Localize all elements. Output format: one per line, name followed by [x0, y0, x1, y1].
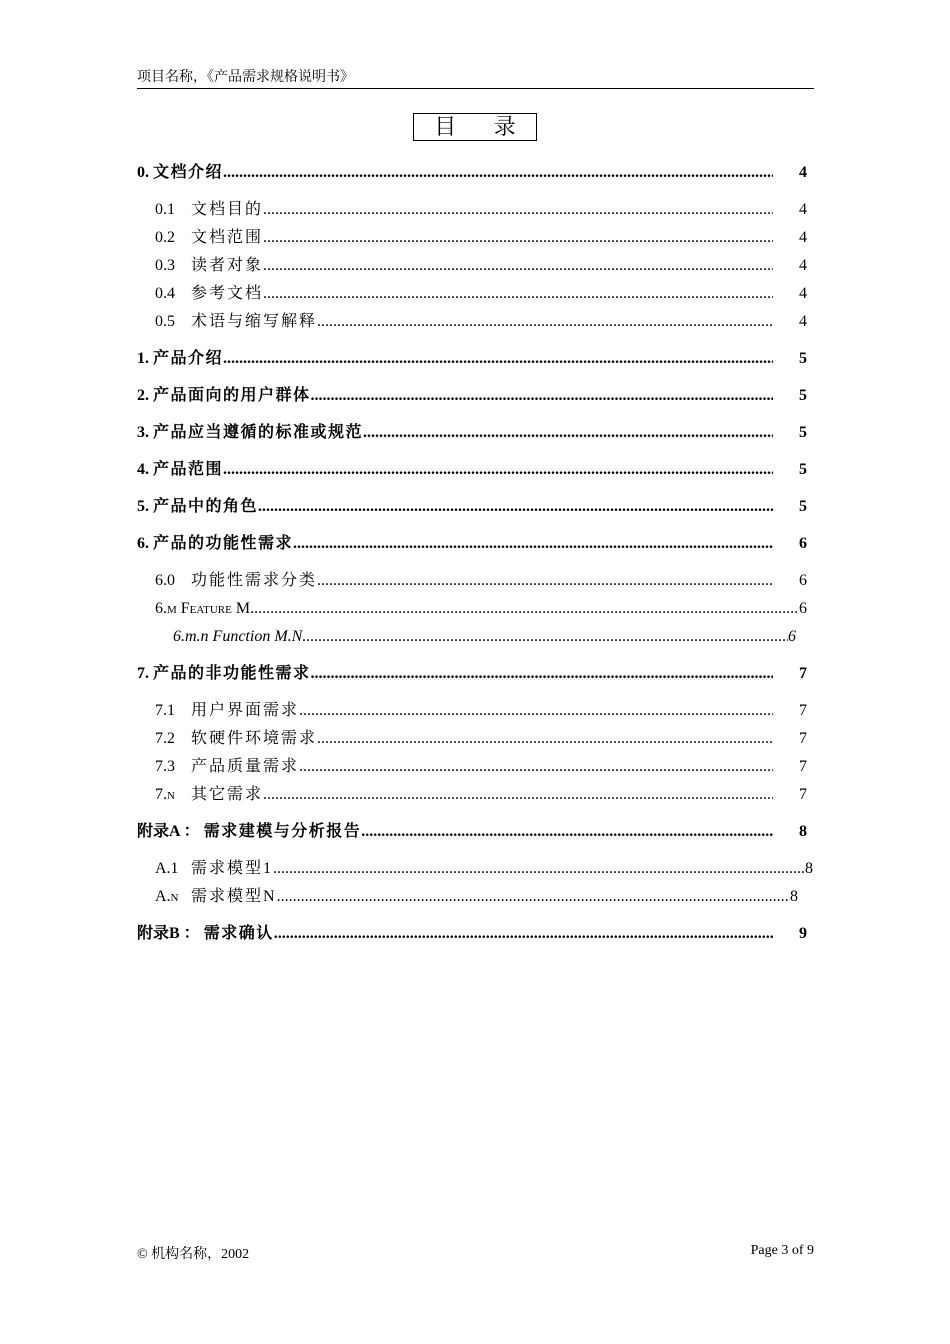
toc-leader [263, 781, 773, 809]
toc-page: 7 [799, 758, 807, 775]
toc-number: 7.n [155, 786, 175, 803]
toc-number: 6.m.n Function M.N. [173, 628, 307, 645]
toc-page: 7 [799, 702, 807, 719]
toc-entry[interactable] [137, 345, 807, 373]
toc-entry[interactable] [137, 419, 807, 447]
toc-label: 文档范围 [191, 229, 264, 246]
toc-label: 用户界面需求 [191, 702, 300, 719]
toc-leader [223, 159, 773, 187]
toc-leader [299, 697, 773, 725]
toc-entry[interactable] [137, 623, 796, 651]
toc-title-wrap [0, 113, 950, 141]
toc-page: 5 [799, 498, 807, 515]
toc-title: 目 录 [413, 113, 537, 141]
toc-page: 6 [799, 572, 807, 589]
toc-leader [311, 382, 773, 410]
toc-number: A.1 [155, 860, 179, 877]
toc-label: 参考文档 [191, 285, 264, 302]
toc-label: 需求模型1 [191, 860, 274, 877]
toc-entry[interactable] [137, 196, 807, 224]
toc-label: 功能性需求分类 [191, 572, 318, 589]
toc-leader [263, 252, 773, 280]
toc-leader [317, 567, 773, 595]
toc-leader [263, 224, 773, 252]
toc-entry[interactable] [137, 224, 807, 252]
toc-label: 需求确认 [203, 925, 274, 942]
toc-entry[interactable] [137, 308, 807, 336]
toc-leader [258, 493, 773, 521]
toc-number: 0. [137, 164, 149, 181]
toc-leader [277, 883, 790, 911]
toc-page: 4 [799, 257, 807, 274]
toc-number: 附录A ： [137, 823, 200, 840]
toc-label: 产品介绍 [153, 350, 224, 367]
toc-page: 4 [799, 201, 807, 218]
toc-number: 7.3 [155, 758, 175, 775]
toc-leader [263, 196, 773, 224]
toc-leader [223, 456, 773, 484]
toc-page: 4 [799, 285, 807, 302]
toc-number: 1. [137, 350, 149, 367]
toc-label: 产品面向的用户群体 [153, 387, 311, 404]
toc-entry[interactable] [137, 567, 807, 595]
toc-label: 产品质量需求 [191, 758, 300, 775]
toc-entry[interactable] [137, 493, 807, 521]
toc-leader [299, 753, 773, 781]
toc-leader [306, 623, 788, 651]
toc-page: 7 [799, 665, 807, 682]
toc-leader [274, 920, 773, 948]
footer-copyright: © 机构名称，2002 [137, 1247, 250, 1262]
toc-label: 需求模型N [191, 888, 277, 905]
toc-page: 6 [799, 535, 807, 552]
toc-label: 需求建模与分析报告 [203, 823, 362, 840]
toc-leader [317, 725, 773, 753]
toc-number: 3. [137, 424, 149, 441]
toc-entry[interactable] [137, 159, 807, 187]
toc-page: 7 [799, 786, 807, 803]
toc-page: 6 [788, 628, 796, 645]
toc-entry[interactable] [137, 697, 807, 725]
toc-label: 读者对象 [191, 257, 264, 274]
toc-label: 产品的非功能性需求 [153, 665, 311, 682]
toc-page: 8 [799, 823, 807, 840]
toc-entry[interactable] [137, 660, 807, 688]
toc-number: 6.0 [155, 572, 175, 589]
toc-number: 2. [137, 387, 149, 404]
toc-label: 文档介绍 [153, 164, 224, 181]
toc-number: 4. [137, 461, 149, 478]
toc-label: 产品中的角色 [153, 498, 259, 515]
toc-label: 其它需求 [191, 786, 264, 803]
toc-page: 9 [799, 925, 807, 942]
toc-page: 8 [805, 860, 813, 877]
toc-leader [293, 530, 773, 558]
footer-page-number: Page 3 of 9 [750, 1243, 814, 1258]
toc-page: 5 [799, 350, 807, 367]
toc-number: 7. [137, 665, 149, 682]
toc-label: 软硬件环境需求 [191, 730, 318, 747]
toc-label: 产品范围 [153, 461, 224, 478]
toc-number: A.n [155, 888, 179, 905]
toc-page: 7 [799, 730, 807, 747]
toc-page: 8 [790, 888, 798, 905]
toc-entry[interactable] [137, 252, 807, 280]
toc-page: 4 [799, 313, 807, 330]
toc-number: 7.2 [155, 730, 175, 747]
toc-entry[interactable] [137, 456, 807, 484]
toc-leader [363, 419, 773, 447]
toc-label: 术语与缩写解释 [191, 313, 318, 330]
toc-entry[interactable] [137, 753, 807, 781]
toc-page: 4 [799, 164, 807, 181]
toc-leader [263, 280, 773, 308]
toc-number: 0.1 [155, 201, 175, 218]
toc-label: 产品的功能性需求 [153, 535, 294, 552]
table-of-contents [137, 150, 813, 948]
toc-entry[interactable] [137, 818, 807, 846]
toc-leader [223, 345, 773, 373]
toc-page: 6 [799, 600, 807, 617]
toc-entry[interactable] [137, 883, 798, 911]
toc-entry[interactable] [137, 382, 807, 410]
toc-number: 附录B ： [137, 925, 200, 942]
toc-entry[interactable] [137, 595, 807, 623]
toc-entry[interactable] [137, 781, 807, 809]
toc-number: 0.4 [155, 285, 175, 302]
toc-page: 4 [799, 229, 807, 246]
toc-leader [361, 818, 773, 846]
toc-page: 5 [799, 387, 807, 404]
toc-entry[interactable] [137, 725, 807, 753]
toc-leader [273, 855, 805, 883]
toc-page: 5 [799, 461, 807, 478]
toc-leader [317, 308, 773, 336]
toc-number: 7.1 [155, 702, 175, 719]
toc-page: 5 [799, 424, 807, 441]
toc-entry[interactable] [137, 920, 807, 948]
toc-leader [311, 660, 773, 688]
toc-label: 文档目的 [191, 201, 264, 218]
toc-number: 0.2 [155, 229, 175, 246]
toc-entry[interactable] [137, 280, 807, 308]
toc-number: 0.3 [155, 257, 175, 274]
toc-entry[interactable] [137, 855, 813, 883]
toc-number: 6.m Feature M. [155, 600, 255, 617]
toc-number: 6. [137, 535, 149, 552]
toc-label: 产品应当遵循的标准或规范 [153, 424, 364, 441]
toc-entry[interactable] [137, 530, 807, 558]
toc-leader [254, 595, 799, 623]
toc-number: 5. [137, 498, 149, 515]
page-header: 项目名称，《产品需求规格说明书》 [137, 66, 814, 89]
toc-number: 0.5 [155, 313, 175, 330]
